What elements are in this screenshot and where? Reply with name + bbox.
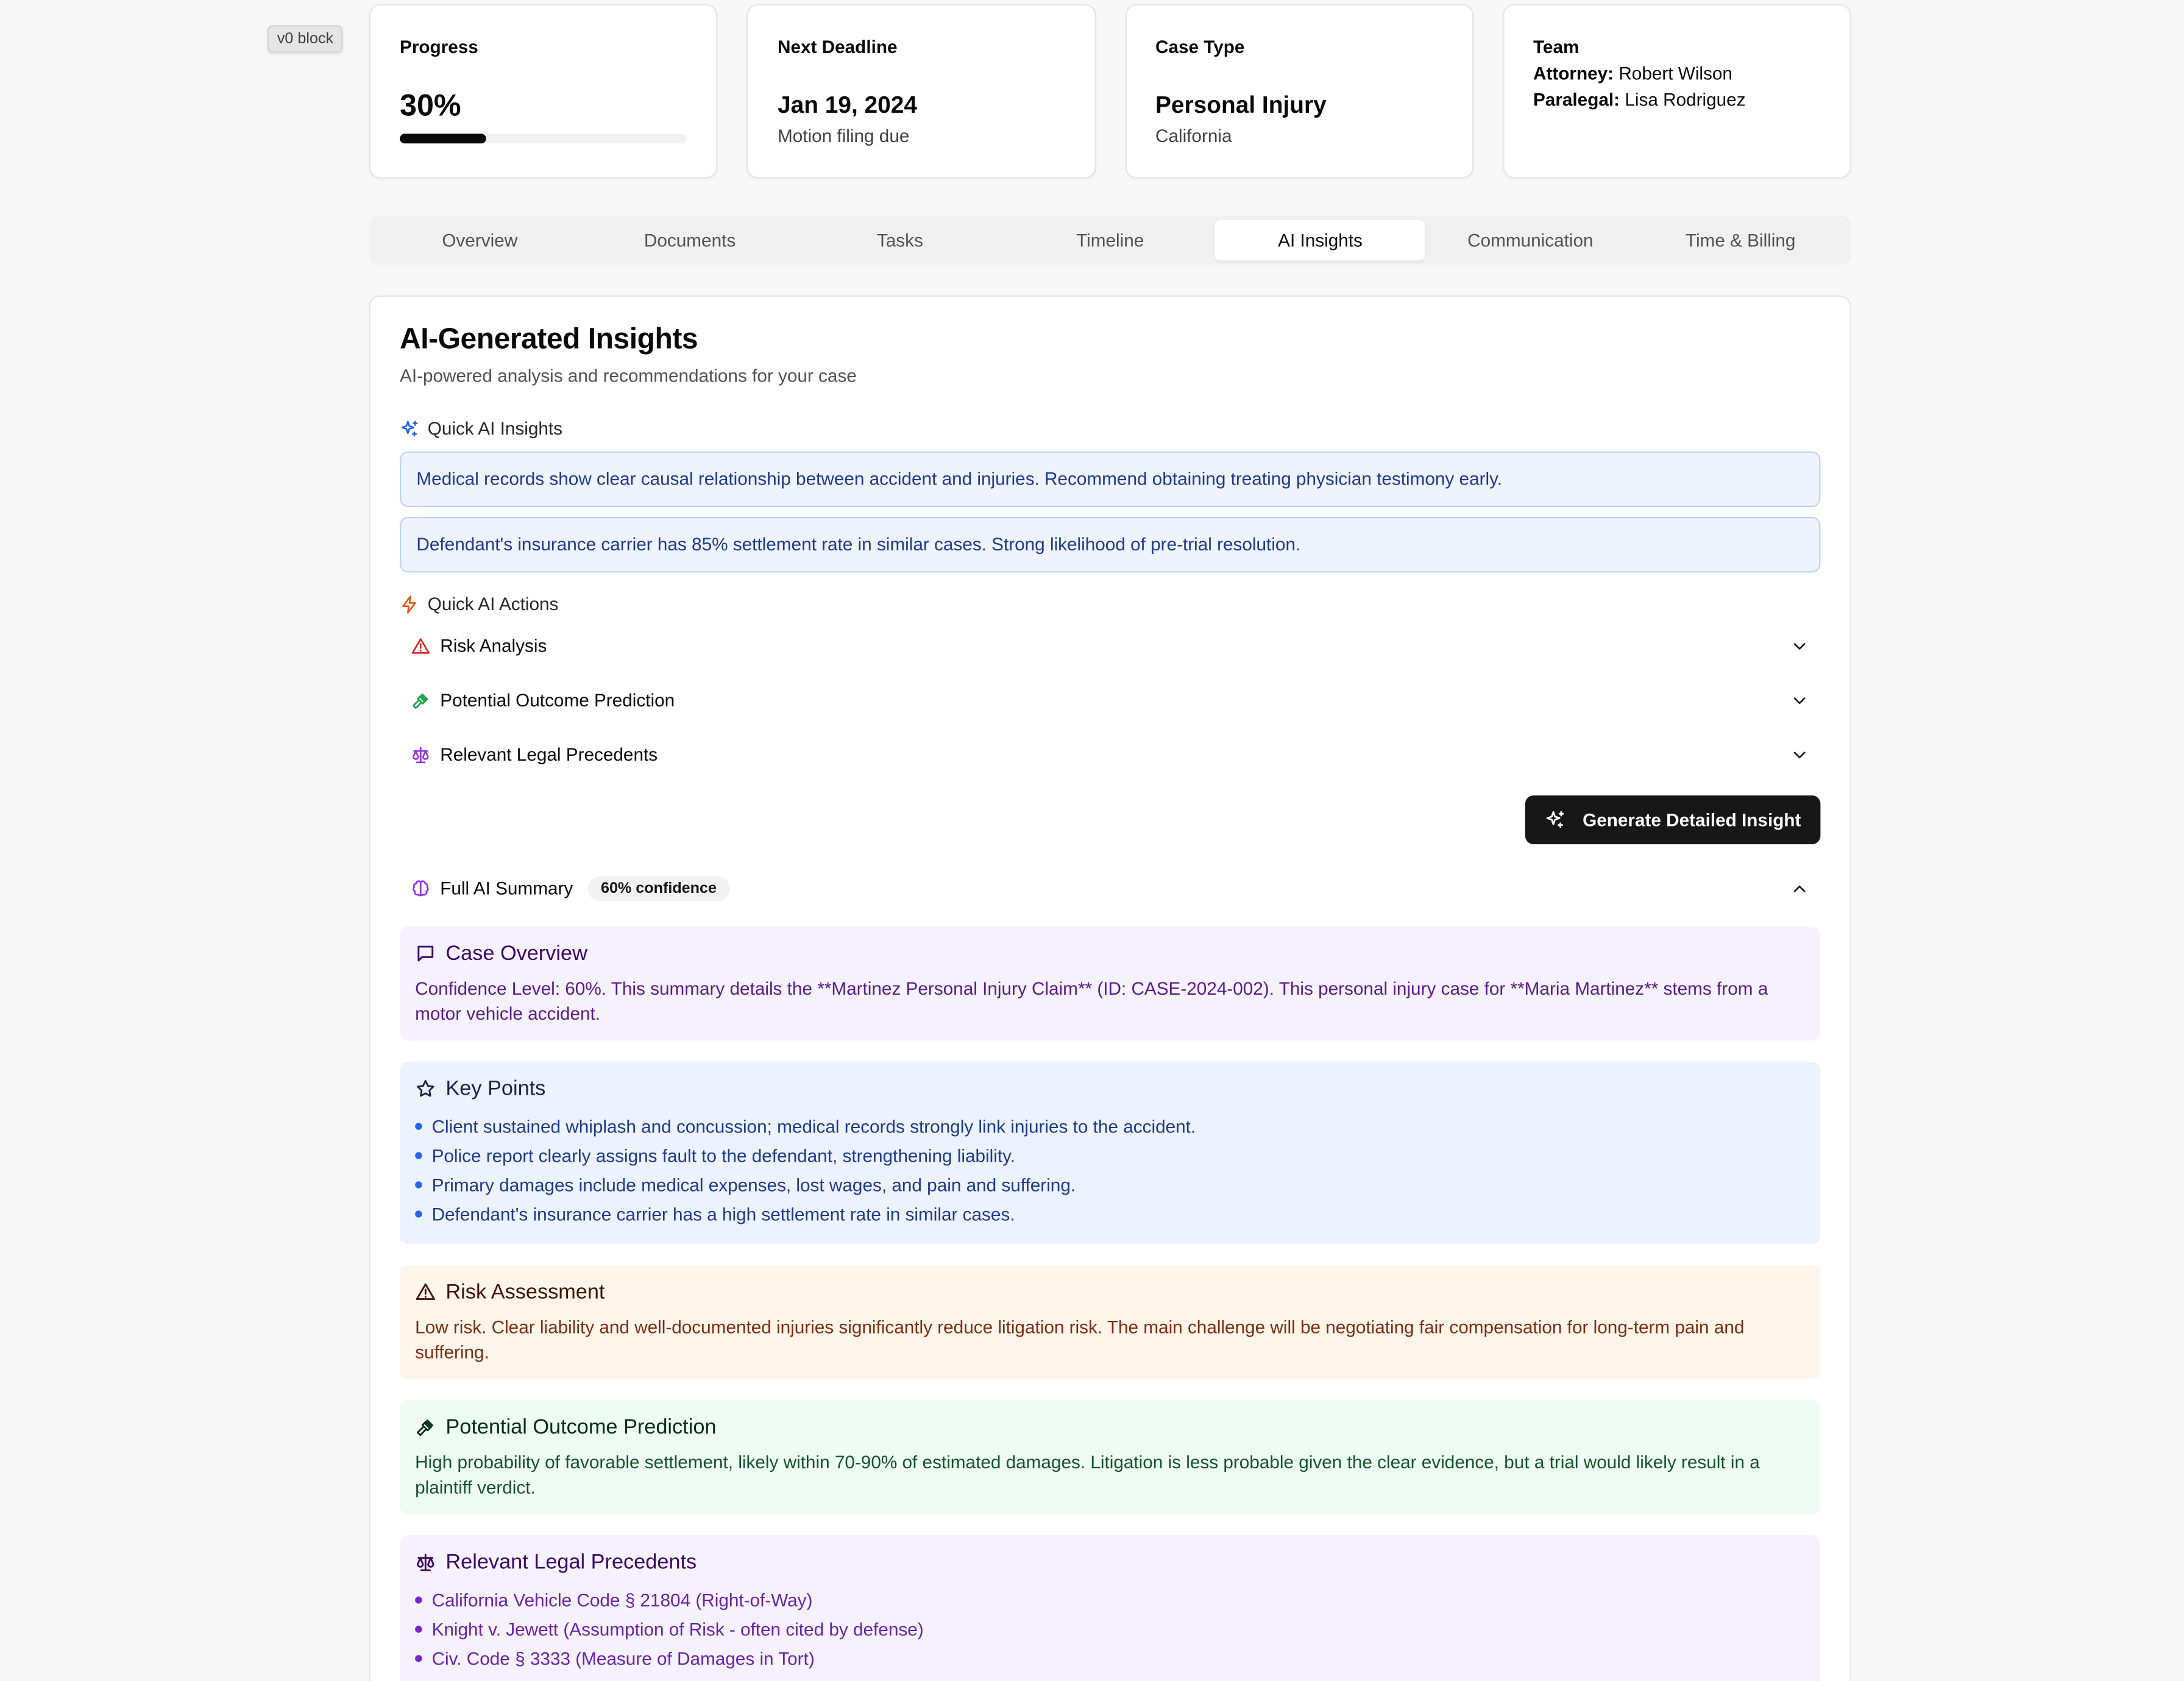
case-overview-header	[415, 942, 1805, 965]
key-points-section	[400, 1062, 1820, 1244]
risk-assessment-section	[400, 1265, 1820, 1379]
legal-precedents-section	[400, 1535, 1820, 1681]
deadline-description: Motion filing due	[777, 125, 910, 146]
deadline-card-title: Next Deadline	[777, 36, 898, 57]
message-square-icon	[415, 943, 436, 964]
progress-card	[369, 4, 718, 179]
case-type-card-title: Case Type	[1155, 36, 1245, 57]
summary-cards	[369, 4, 1851, 179]
brain-icon	[411, 878, 430, 898]
tab-timeline[interactable]: Timeline	[1076, 230, 1144, 251]
alert-triangle-icon	[415, 1282, 436, 1303]
full-summary-accordion[interactable]	[400, 861, 1820, 915]
scale-icon	[415, 1552, 436, 1573]
progress-card-title: Progress	[399, 36, 478, 57]
outcome-prediction-section	[400, 1400, 1820, 1514]
tab-documents[interactable]: Documents	[644, 230, 736, 251]
outcome-prediction-accordion[interactable]	[400, 673, 1820, 727]
paralegal-label: Paralegal:	[1533, 89, 1620, 110]
outcome-prediction-label: Potential Outcome Prediction	[440, 689, 675, 711]
outcome-prediction-title: Potential Outcome Prediction	[445, 1415, 717, 1440]
legal-precedents-accordion[interactable]	[400, 727, 1820, 781]
risk-analysis-accordion[interactable]	[400, 619, 1820, 673]
sparkles-icon	[400, 419, 419, 438]
quick-actions-label: Quick AI Actions	[427, 593, 559, 614]
gavel-icon	[411, 691, 430, 710]
tab-time-billing[interactable]: Time & Billing	[1685, 230, 1796, 251]
risk-assessment-title: Risk Assessment	[445, 1280, 605, 1304]
list-item: Police report clearly assigns fault to the defendant, strengthening liability.	[415, 1141, 1805, 1170]
outcome-prediction-header	[415, 1415, 1805, 1439]
deadline-card	[747, 4, 1096, 179]
risk-assessment-header	[415, 1281, 1805, 1304]
list-item: Civ. Code § 3333 (Measure of Damages in Tort)	[415, 1644, 1805, 1673]
quick-insights-label: Quick AI Insights	[427, 418, 563, 439]
attorney-name: Robert Wilson	[1618, 62, 1732, 84]
tab-tasks[interactable]: Tasks	[876, 230, 923, 251]
key-points-header	[415, 1077, 1805, 1101]
gavel-icon	[415, 1417, 436, 1438]
case-tabs	[369, 216, 1851, 265]
paralegal-name: Lisa Rodriguez	[1625, 89, 1746, 110]
v0-block-badge: v0 block	[268, 25, 343, 53]
case-type-value: Personal Injury	[1155, 91, 1327, 119]
confidence-badge: 60% confidence	[588, 876, 729, 901]
sparkles-icon	[1545, 809, 1565, 830]
outcome-prediction-text: High probability of favorable settlement, likely within 70-90% of estimated damages. Litigation is less probable given the clear evidence, but a trial would likely result in a plaintiff verdict.	[415, 1451, 1760, 1497]
page-subtitle: AI-powered analysis and recommendations for your case	[399, 364, 857, 386]
list-item: Knight v. Jewett (Assumption of Risk - often cited by defense)	[415, 1615, 1805, 1644]
list-item: Client sustained whiplash and concussion; medical records strongly link injuries to the accident.	[415, 1112, 1805, 1141]
case-overview-title: Case Overview	[445, 942, 587, 965]
progress-bar-fill	[400, 133, 486, 143]
case-jurisdiction: California	[1155, 125, 1232, 146]
generate-button-label: Generate Detailed Insight	[1583, 809, 1801, 831]
list-item: Primary damages include medical expenses, lost wages, and pain and suffering.	[415, 1170, 1805, 1199]
quick-actions-header	[400, 594, 1820, 614]
full-summary-label-wrap	[411, 876, 1790, 901]
chevron-down-icon	[1790, 636, 1809, 655]
team-paralegal	[1533, 89, 1820, 110]
quick-insight-item: Medical records show clear causal relationship between accident and injuries. Recommend obtaining treating physician testimony early.	[400, 452, 1820, 507]
quick-insight-item: Defendant's insurance carrier has 85% settlement rate in similar cases. Strong likelihood of pre-trial resolution.	[400, 517, 1820, 572]
legal-precedents-list	[415, 1585, 1805, 1673]
risk-assessment-text: Low risk. Clear liability and well-documented injuries significantly reduce litigation risk. The main challenge will be negotiating fair compensation for long-term pain and suffering.	[415, 1316, 1745, 1362]
progress-value: 30%	[399, 87, 461, 123]
page-title: AI-Generated Insights	[399, 323, 698, 355]
tab-overview[interactable]: Overview	[442, 230, 518, 251]
team-card	[1503, 4, 1851, 179]
star-icon	[415, 1078, 436, 1099]
chevron-down-icon	[1790, 691, 1809, 710]
alert-triangle-icon	[411, 636, 430, 655]
tab-communication[interactable]: Communication	[1467, 230, 1594, 251]
legal-precedents-label-wrap	[411, 744, 1790, 765]
outcome-prediction-label-wrap	[411, 689, 1790, 710]
risk-analysis-label: Risk Analysis	[440, 635, 547, 656]
chevron-up-icon	[1790, 878, 1809, 898]
list-item: Defendant's insurance carrier has a high settlement rate in similar cases.	[415, 1199, 1805, 1229]
list-item: California Vehicle Code § 21804 (Right-of-Way)	[415, 1585, 1805, 1615]
legal-precedents-header	[415, 1551, 1805, 1574]
full-summary-label: Full AI Summary	[440, 877, 573, 899]
attorney-label: Attorney:	[1533, 62, 1614, 84]
case-overview-section	[400, 926, 1820, 1040]
deadline-date: Jan 19, 2024	[777, 91, 918, 119]
team-attorney	[1533, 63, 1820, 84]
chevron-down-icon	[1790, 745, 1809, 764]
scale-icon	[411, 745, 430, 764]
key-points-list	[415, 1112, 1805, 1229]
quick-insights-header	[400, 418, 1820, 439]
lightning-icon	[400, 594, 419, 614]
legal-precedents-label: Relevant Legal Precedents	[440, 744, 658, 765]
risk-analysis-label-wrap	[411, 635, 1790, 656]
tab-ai-insights[interactable]: AI Insights	[1215, 220, 1425, 260]
key-points-title: Key Points	[445, 1076, 546, 1101]
team-card-title: Team	[1533, 36, 1580, 57]
case-overview-text: Confidence Level: 60%. This summary details the **Martinez Personal Injury Claim** (ID: CASE-2024-002). This personal injury case for **Maria Martinez** stems from a motor vehicle accident.	[415, 978, 1768, 1023]
case-type-card	[1125, 4, 1473, 179]
ai-insights-panel	[369, 296, 1851, 1681]
generate-button-wrap	[400, 795, 1820, 844]
legal-precedents-title: Relevant Legal Precedents	[445, 1550, 697, 1574]
generate-detailed-insight-button[interactable]	[1525, 795, 1820, 844]
progress-bar	[400, 133, 687, 143]
